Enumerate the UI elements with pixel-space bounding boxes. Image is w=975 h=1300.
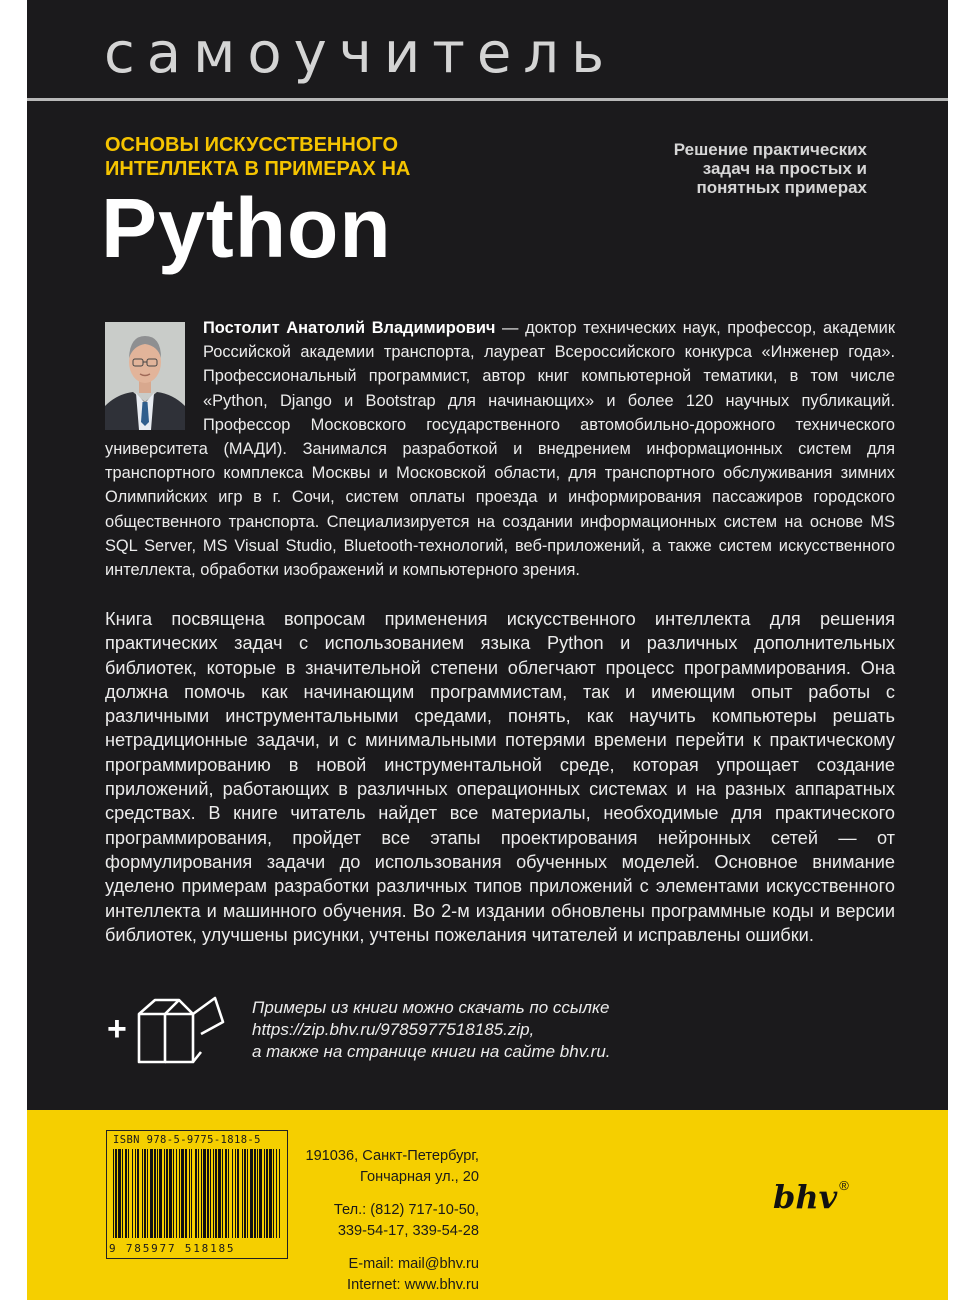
book-title: Python — [101, 181, 392, 275]
downloads-line-3: а также на странице книги на сайте bhv.ru. — [252, 1042, 611, 1061]
barcode-bar — [122, 1149, 123, 1238]
barcode-bar — [250, 1149, 253, 1238]
barcode-bar — [244, 1149, 246, 1238]
barcode-bar — [203, 1149, 206, 1238]
barcode-bar — [125, 1149, 127, 1238]
barcode-bar — [210, 1149, 211, 1238]
barcode-bar — [169, 1149, 172, 1238]
barcode-bar — [147, 1149, 148, 1238]
downloads-link[interactable]: https://zip.bhv.ru/9785977518185.zip, — [252, 1020, 535, 1039]
isbn-number: ISBN 978-5-9775-1818-5 — [113, 1134, 261, 1146]
author-name: Постолит Анатолий Владимирович — [203, 319, 496, 337]
barcode-bar — [273, 1149, 274, 1238]
barcode-bar — [225, 1149, 227, 1238]
barcode-bar — [159, 1149, 162, 1238]
barcode-bar — [128, 1149, 129, 1238]
barcode-bar — [222, 1149, 223, 1238]
book-subtitle: ОСНОВЫ ИСКУССТВЕННОГО ИНТЕЛЛЕКТА В ПРИМЕРАХ НА — [105, 134, 411, 180]
barcode-bar — [137, 1149, 139, 1238]
barcode-bar — [132, 1149, 133, 1238]
barcode-bar — [176, 1149, 177, 1238]
barcode-bar — [237, 1149, 239, 1238]
barcode-bar — [118, 1149, 121, 1238]
author-bio — [105, 316, 895, 582]
barcode-bar — [259, 1149, 262, 1238]
barcode-bar — [201, 1149, 202, 1238]
barcode-bar — [154, 1149, 156, 1238]
barcode-bar — [215, 1149, 217, 1238]
barcode-digits: 9 785977 518185 — [109, 1242, 236, 1255]
barcode-bar — [198, 1149, 199, 1238]
header-divider — [27, 98, 948, 101]
barcode-bar — [173, 1149, 174, 1238]
barcode-bar — [157, 1149, 158, 1238]
barcode-bar — [207, 1149, 209, 1238]
phone-line-1: Тел.: (812) 717-10-50, — [333, 1202, 479, 1219]
series-title: самоучитель — [104, 21, 617, 86]
barcode-bar — [142, 1149, 143, 1238]
barcode-bar — [213, 1149, 214, 1238]
barcode-bar — [144, 1149, 146, 1238]
isbn-barcode-box — [106, 1130, 288, 1259]
publisher-contacts — [295, 1146, 479, 1296]
book-description: Книга посвящена вопросам применения искусственного интеллекта для решения практических задач с использованием языка Python и различных дополнительных библиотек, которые в значительной степени облегчают процесс программирования. Она должна помочь как начинающим программистам, так и имеющим опыт работы с различными инструментальными средами, понять, как научить компьютеры решать нетрадиционные задачи, и с минимальными потерями времени перейти к практическому программированию в новой инструментальной среде, которая упрощает создание приложений, работающих в различных операционных системах и на разных аппаратных средствах. В книге читатель найдет все материалы, необходимые для практического программирования, пройдет все этапы проектирования нейронных сетей — от формулирования задачи до использования обученных моделей. Основное внимание уделено примерам разработки различных типов приложений с элементами искусственного интеллекта и машинного обучения. Во 2-м издании обновлены программные коды и версии библиотек, улучшены рисунки, учтены пожелания читателей и исправлены ошибки. — [105, 609, 895, 945]
author-bio-text: — доктор технических наук, профессор, академик Российской академии транспорта, лауреат Всероссийского конкурса «Инженер года». Профессиональный программист, автор книг компьютерной тематики, в том числе «Python, Django и Bootstrap для начинающих» и более 120 научных публикаций. Профессор Московского государственного автомобильно-дорожного технического университета (МАДИ). Занимался разработкой и внедрением информационных систем для транспортного комплекса Москвы и Московской области, для транспортного обслуживания зимних Олимпийских игр в г. Сочи, систем оплаты проезда и информирования пассажиров городского общественного транспорта. Специализируется на создании информационных систем на основе MS SQL Server, MS Visual Studio, Bluetooth-технологий, веб-приложений, а также систем искусственного интеллекта, обработки изображений и компьютерного зрения. — [105, 319, 895, 580]
barcode-bar — [232, 1149, 233, 1238]
barcode-bar — [264, 1149, 265, 1238]
barcode-bar — [181, 1149, 184, 1238]
bhv-logo — [773, 1178, 849, 1216]
website: Internet: www.bhv.ru — [347, 1276, 479, 1293]
barcode-bar — [189, 1149, 190, 1238]
barcode-bar — [269, 1149, 272, 1238]
barcode-bar — [242, 1149, 243, 1238]
barcode-bar — [115, 1149, 117, 1238]
phone-line-2: 339-54-17, 339-54-28 — [337, 1222, 479, 1239]
logo-text: bhv — [773, 1178, 838, 1216]
plus-sign: + — [107, 1010, 127, 1048]
barcode-bar — [185, 1149, 187, 1238]
barcode-bar — [179, 1149, 180, 1238]
barcode-bar — [266, 1149, 268, 1238]
barcode-bar — [228, 1149, 229, 1238]
barcode-bar — [218, 1149, 221, 1238]
barcode — [113, 1149, 281, 1238]
box-icon — [135, 994, 227, 1066]
barcode-bar — [135, 1149, 136, 1238]
email: E-mail: mail@bhv.ru — [348, 1256, 479, 1273]
registered-mark: ® — [839, 1178, 849, 1193]
downloads-line-1: Примеры из книги можно скачать по ссылке — [252, 998, 610, 1017]
barcode-bar — [113, 1149, 114, 1238]
footer-band — [27, 1110, 948, 1300]
barcode-bar — [166, 1149, 168, 1238]
barcode-bar — [164, 1149, 165, 1238]
book-tagline: Решение практических задач на простых и понятных примерах — [673, 140, 867, 197]
book-back-cover — [27, 0, 948, 1300]
address-line-1: 191036, Санкт-Петербург, — [305, 1148, 479, 1164]
barcode-bar — [195, 1149, 197, 1238]
barcode-bar — [235, 1149, 236, 1238]
barcode-bar — [279, 1149, 280, 1238]
address-line-2: Гончарная ул., 20 — [360, 1168, 479, 1185]
downloads-note — [252, 997, 672, 1063]
barcode-bar — [254, 1149, 256, 1238]
barcode-bar — [257, 1149, 258, 1238]
barcode-bar — [247, 1149, 248, 1238]
barcode-bar — [276, 1149, 277, 1238]
barcode-bar — [150, 1149, 153, 1238]
barcode-bar — [191, 1149, 192, 1238]
